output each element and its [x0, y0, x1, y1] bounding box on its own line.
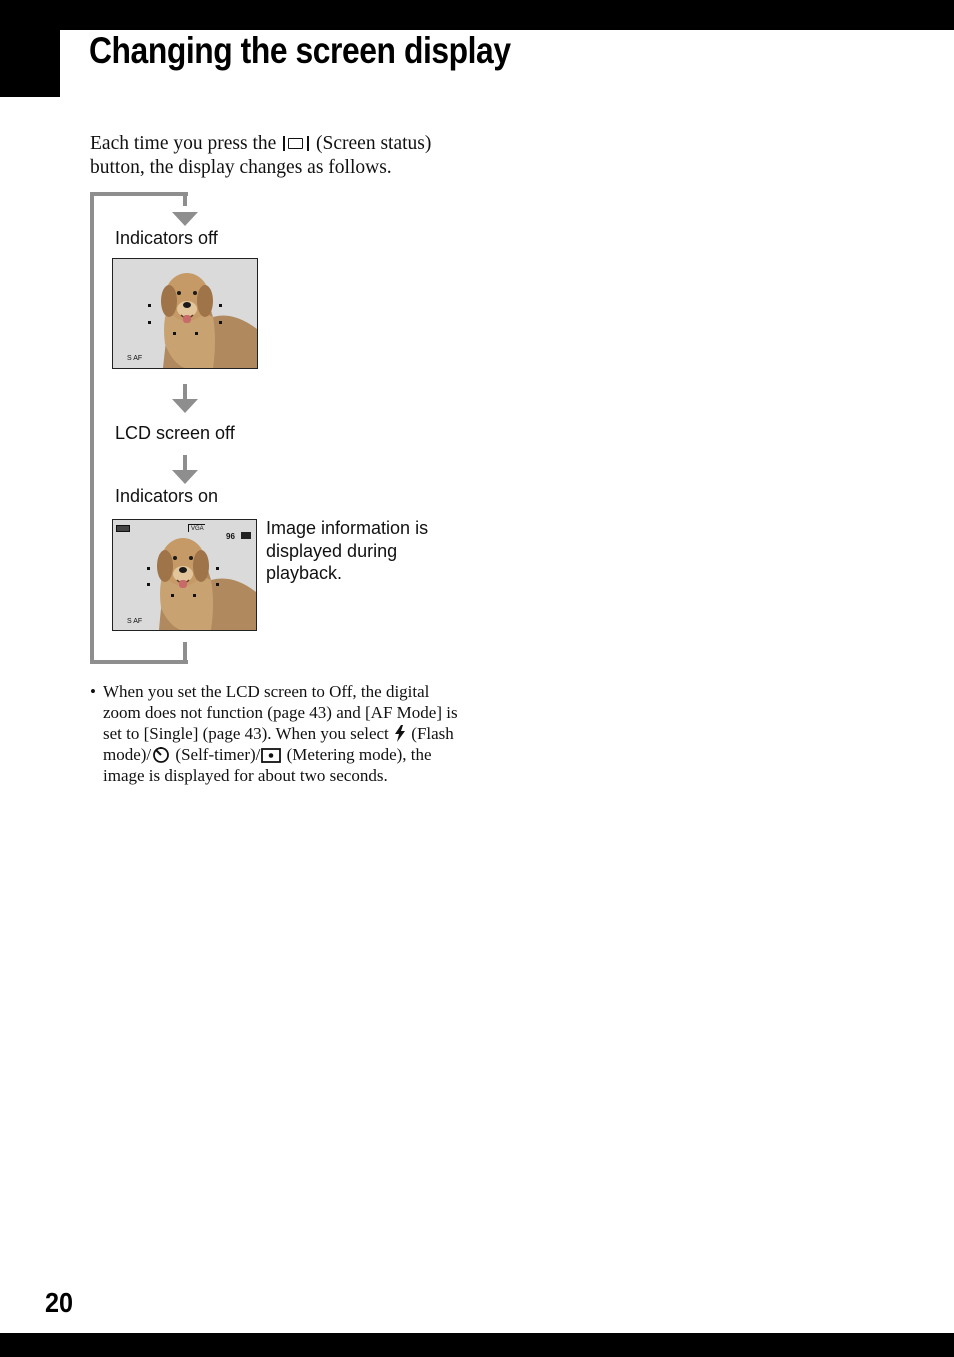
step-indicators-off: Indicators off — [115, 228, 218, 248]
lcd-screen-indicators-on — [112, 519, 257, 631]
intro-paragraph — [90, 132, 470, 180]
cycle-line-bottom-rise — [183, 642, 187, 662]
step-indicators-on: Indicators on — [115, 486, 219, 506]
shots-remaining: 96 — [226, 532, 235, 541]
arrow-down-icon — [172, 384, 198, 414]
page-title: Changing the screen display — [89, 30, 511, 71]
image-size-indicator: VGA — [188, 524, 205, 532]
cycle-line-bottom — [90, 660, 188, 664]
battery-icon — [116, 525, 130, 532]
af-mode-indicator: S AF — [127, 618, 143, 625]
arrow-down-icon — [172, 455, 198, 485]
cycle-line-top — [90, 192, 188, 196]
af-mode-indicator: S AF — [127, 355, 143, 362]
note-paragraph — [90, 681, 462, 786]
step-lcd-screen-off: LCD screen off — [115, 423, 235, 443]
note-text-4: (Metering mode), the image is displayed for about two seconds. — [103, 745, 432, 785]
page-number: 20 — [45, 1287, 74, 1318]
arrow-down-icon — [172, 206, 198, 226]
header-bar — [0, 0, 954, 30]
self-timer-icon — [152, 746, 170, 763]
lcd-screen-indicators-off — [112, 258, 258, 369]
intro-text-after: (Screen status) button, the display changes as follows. — [90, 133, 432, 178]
note-text-3: (Self-timer)/ — [175, 745, 261, 764]
screen-status-button-icon — [283, 136, 309, 151]
note-text-1: When you set the LCD screen to Off, the digital zoom does not function (page 43) and [AF Mode] is set to [Single] (page 43). When you select — [103, 682, 458, 743]
playback-note: Image information is displayed during playback. — [266, 518, 429, 583]
intro-text-before: Each time you press the — [90, 133, 277, 154]
metering-icon — [261, 748, 281, 763]
section-tab — [0, 0, 60, 97]
footer-bar — [0, 1333, 954, 1357]
bullet-mark: • — [90, 682, 96, 701]
note-text-2: (Flash mode)/ — [103, 724, 454, 764]
cycle-line-left — [90, 192, 94, 664]
cycle-line-top-drop — [183, 192, 187, 206]
dog-photo — [113, 259, 257, 368]
flash-icon — [394, 725, 406, 742]
memory-card-icon — [241, 532, 251, 539]
